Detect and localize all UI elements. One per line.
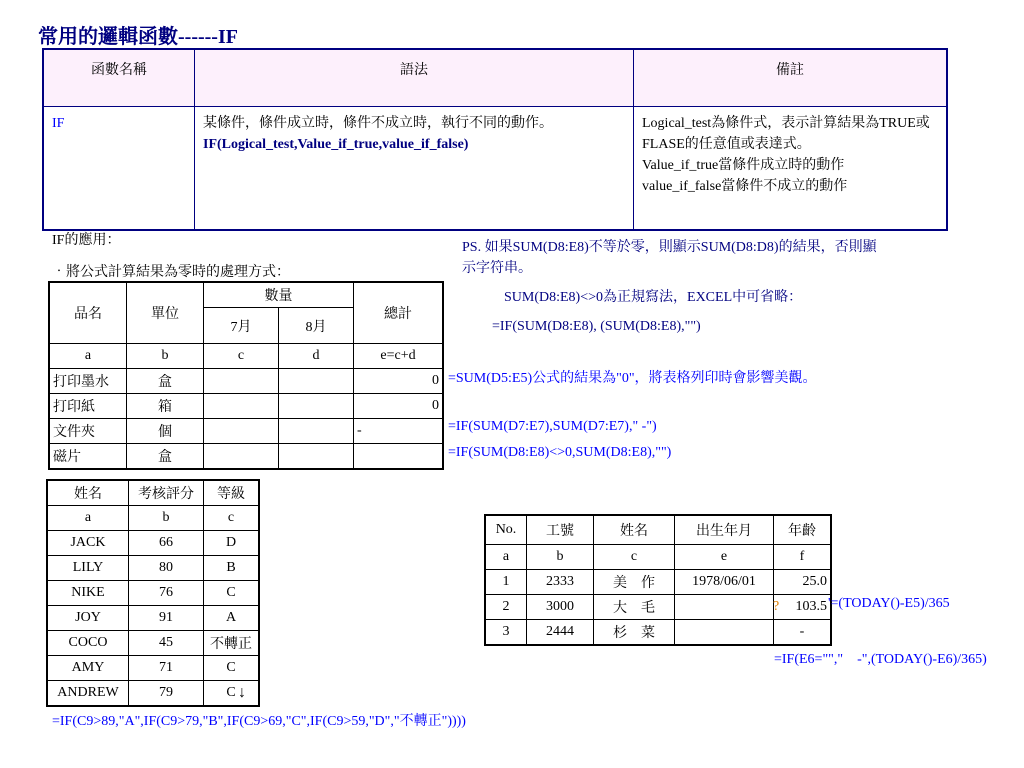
score-value: 45 <box>129 631 204 656</box>
age-table <box>484 514 832 646</box>
employee-name: COCO <box>47 631 129 656</box>
employee-name: 杉 菜 <box>594 620 675 646</box>
table-row <box>47 606 259 631</box>
row-no: 1 <box>485 570 527 595</box>
syntax-cell <box>195 107 634 231</box>
ps-line-4: =IF(SUM(D8:E8), (SUM(D8:E8),"") <box>492 319 701 334</box>
total-value: 0 <box>354 369 444 394</box>
employee-name: JACK <box>47 531 129 556</box>
table-row <box>485 570 831 595</box>
grade-value: A <box>204 606 260 631</box>
product-name: 打印紙 <box>49 394 127 419</box>
grade-table <box>46 479 260 707</box>
grade-value: 不轉正 <box>204 631 260 656</box>
employee-name: LILY <box>47 556 129 581</box>
score-value: 76 <box>129 581 204 606</box>
table-row <box>49 444 443 470</box>
col-letter-f: f <box>774 545 832 570</box>
function-table <box>42 48 948 231</box>
august-value <box>279 444 354 470</box>
august-value <box>279 369 354 394</box>
col-letter-c: c <box>204 344 279 369</box>
page-title: 常用的邏輯函數------IF <box>38 26 238 48</box>
header-age: 年齡 <box>774 515 832 545</box>
age-formula-note: '=(TODAY()-E5)/365 <box>828 596 950 611</box>
total-value: - <box>354 419 444 444</box>
table-row <box>47 556 259 581</box>
score-value: 79 <box>129 681 204 707</box>
employee-name: AMY <box>47 656 129 681</box>
august-value <box>279 394 354 419</box>
grade-value: C <box>204 656 260 681</box>
table-row <box>49 419 443 444</box>
employee-id: 2444 <box>527 620 594 646</box>
header-birth-date: 出生年月 <box>675 515 774 545</box>
header-score: 考核評分 <box>129 480 204 506</box>
col-letter-e: e <box>675 545 774 570</box>
total-value <box>354 444 444 470</box>
grade-value: D <box>204 531 260 556</box>
header-remarks: 備註 <box>634 49 948 107</box>
col-letter-a: a <box>49 344 127 369</box>
header-no: No. <box>485 515 527 545</box>
application-subheading: ‧將公式計算結果為零時的處理方式： <box>52 265 290 280</box>
col-letter-b: b <box>129 506 204 531</box>
header-function-name: 函數名稱 <box>43 49 195 107</box>
product-table <box>48 281 444 470</box>
header-quantity: 數量 <box>204 282 354 308</box>
table-row <box>47 681 259 707</box>
formula-note-dash: =IF(SUM(D7:E7),SUM(D7:E7)," -") <box>448 419 657 434</box>
table-row <box>47 581 259 606</box>
product-name: 磁片 <box>49 444 127 470</box>
col-letter-c: c <box>204 506 260 531</box>
col-letter-b: b <box>527 545 594 570</box>
score-value: 80 <box>129 556 204 581</box>
function-name-cell: IF <box>43 107 195 231</box>
product-name: 文件夾 <box>49 419 127 444</box>
header-july: 7月 <box>204 308 279 344</box>
syntax-description: 某條件，條件成立時，條件不成立時，執行不同的動作。 <box>203 116 553 131</box>
age-value: 103.5 <box>795 599 827 614</box>
header-syntax: 語法 <box>195 49 634 107</box>
july-value <box>204 369 279 394</box>
product-unit: 個 <box>127 419 204 444</box>
remark-value-if-true: Value_if_true當條件成立時的動作 <box>642 158 845 173</box>
header-unit: 單位 <box>127 282 204 344</box>
birth-date <box>675 595 774 620</box>
remark-logical-test: Logical_test為條件式，表示計算結果為TRUE或FLASE的任意值或表達式。 <box>642 116 930 152</box>
july-value <box>204 394 279 419</box>
col-letter-d: d <box>279 344 354 369</box>
july-value <box>204 444 279 470</box>
col-letter-a: a <box>485 545 527 570</box>
birth-date <box>675 620 774 646</box>
remark-value-if-false: value_if_false當條件不成立的動作 <box>642 179 848 194</box>
header-employee-id: 工號 <box>527 515 594 545</box>
score-value: 91 <box>129 606 204 631</box>
col-letter-a: a <box>47 506 129 531</box>
formula-note-zero: =SUM(D5:E5)公式的結果為"0"，將表格列印時會影響美觀。 <box>448 371 817 386</box>
row-no: 2 <box>485 595 527 620</box>
birth-date: 1978/06/01 <box>675 570 774 595</box>
grade-value: B <box>204 556 260 581</box>
table-row <box>49 394 443 419</box>
age-cell <box>774 595 832 620</box>
table-row <box>49 369 443 394</box>
ps-note <box>462 237 982 337</box>
employee-name: JOY <box>47 606 129 631</box>
remarks-cell <box>634 107 948 231</box>
formula-note-blank: =IF(SUM(D8:E8)<>0,SUM(D8:E8),"") <box>448 445 672 460</box>
grade-value: C <box>204 681 260 707</box>
age-value: 25.0 <box>774 570 832 595</box>
table-row <box>47 631 259 656</box>
august-value <box>279 419 354 444</box>
row-no: 3 <box>485 620 527 646</box>
error-indicator-icon: ? <box>773 599 780 614</box>
age-value: - <box>774 620 832 646</box>
product-name: 打印墨水 <box>49 369 127 394</box>
employee-name: ANDREW <box>47 681 129 707</box>
employee-name: 大 毛 <box>594 595 675 620</box>
grade-value: C <box>204 581 260 606</box>
employee-id: 2333 <box>527 570 594 595</box>
header-product-name: 品名 <box>49 282 127 344</box>
score-value: 71 <box>129 656 204 681</box>
employee-name: 美 作 <box>594 570 675 595</box>
table-row <box>485 595 831 620</box>
header-name: 姓名 <box>594 515 675 545</box>
header-grade: 等級 <box>204 480 260 506</box>
application-heading: IF的應用： <box>52 233 121 248</box>
employee-id: 3000 <box>527 595 594 620</box>
syntax-formula: IF(Logical_test,Value_if_true,value_if_false) <box>203 137 469 152</box>
ps-line-1: PS. 如果SUM(D8:E8)不等於零，則顯示SUM(D8:D8)的結果，否則顯 <box>462 240 877 255</box>
table-row <box>47 656 259 681</box>
ps-line-2: 示字符串。 <box>462 261 532 276</box>
total-value: 0 <box>354 394 444 419</box>
col-letter-e: e=c+d <box>354 344 444 369</box>
score-value: 66 <box>129 531 204 556</box>
col-letter-b: b <box>127 344 204 369</box>
col-letter-c: c <box>594 545 675 570</box>
header-name: 姓名 <box>47 480 129 506</box>
down-arrow-icon: ↓ <box>238 684 246 701</box>
header-total: 總計 <box>354 282 444 344</box>
product-unit: 箱 <box>127 394 204 419</box>
ps-line-3: SUM(D8:E8)<>0為正規寫法，EXCEL中可省略： <box>504 290 803 305</box>
product-unit: 盒 <box>127 369 204 394</box>
employee-name: NIKE <box>47 581 129 606</box>
july-value <box>204 419 279 444</box>
nested-if-formula: =IF(C9>89,"A",IF(C9>79,"B",IF(C9>69,"C",IF(C9>59,"D","不轉正")))) <box>52 714 466 729</box>
table-row <box>47 531 259 556</box>
header-august: 8月 <box>279 308 354 344</box>
product-unit: 盒 <box>127 444 204 470</box>
table-row <box>485 620 831 646</box>
age-if-formula-note: =IF(E6=""," -",(TODAY()-E6)/365) <box>774 652 987 667</box>
